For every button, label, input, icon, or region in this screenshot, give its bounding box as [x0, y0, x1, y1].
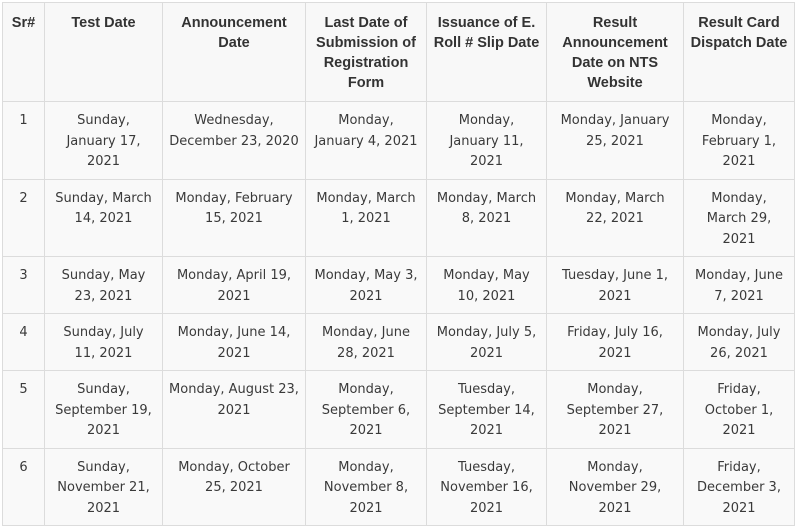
cell-announcement-date: Monday, April 19, 2021	[163, 257, 306, 314]
cell-result-announcement-date: Monday, January 25, 2021	[547, 102, 684, 180]
cell-announcement-date: Monday, October 25, 2021	[163, 448, 306, 526]
cell-roll-slip-date: Tuesday, November 16, 2021	[427, 448, 547, 526]
table-row	[3, 257, 795, 314]
header-sr: Sr#	[3, 3, 45, 102]
cell-registration-deadline: Monday, January 4, 2021	[306, 102, 427, 180]
table-row	[3, 179, 795, 257]
header-result-announcement-date: Result Announcement Date on NTS Website	[547, 3, 684, 102]
cell-result-announcement-date: Tuesday, June 1, 2021	[547, 257, 684, 314]
cell-test-date: Sunday, March 14, 2021	[45, 179, 163, 257]
table-header-row	[3, 3, 795, 102]
cell-roll-slip-date: Monday, July 5, 2021	[427, 314, 547, 371]
cell-test-date: Sunday, May 23, 2021	[45, 257, 163, 314]
cell-result-announcement-date: Monday, November 29, 2021	[547, 448, 684, 526]
cell-result-card-dispatch-date: Monday, June 7, 2021	[684, 257, 795, 314]
table-row	[3, 371, 795, 449]
header-test-date: Test Date	[45, 3, 163, 102]
cell-registration-deadline: Monday, September 6, 2021	[306, 371, 427, 449]
cell-sr: 6	[3, 448, 45, 526]
header-roll-slip-date: Issuance of E. Roll # Slip Date	[427, 3, 547, 102]
table-row	[3, 314, 795, 371]
cell-sr: 3	[3, 257, 45, 314]
cell-announcement-date: Wednesday, December 23, 2020	[163, 102, 306, 180]
cell-roll-slip-date: Monday, January 11, 2021	[427, 102, 547, 180]
cell-registration-deadline: Monday, November 8, 2021	[306, 448, 427, 526]
cell-registration-deadline: Monday, March 1, 2021	[306, 179, 427, 257]
cell-registration-deadline: Monday, June 28, 2021	[306, 314, 427, 371]
cell-roll-slip-date: Monday, May 10, 2021	[427, 257, 547, 314]
cell-test-date: Sunday, September 19, 2021	[45, 371, 163, 449]
header-result-card-dispatch-date: Result Card Dispatch Date	[684, 3, 795, 102]
cell-announcement-date: Monday, June 14, 2021	[163, 314, 306, 371]
cell-announcement-date: Monday, February 15, 2021	[163, 179, 306, 257]
cell-announcement-date: Monday, August 23, 2021	[163, 371, 306, 449]
cell-test-date: Sunday, July 11, 2021	[45, 314, 163, 371]
cell-sr: 2	[3, 179, 45, 257]
table-row	[3, 448, 795, 526]
cell-result-card-dispatch-date: Monday, July 26, 2021	[684, 314, 795, 371]
cell-sr: 5	[3, 371, 45, 449]
cell-test-date: Sunday, November 21, 2021	[45, 448, 163, 526]
cell-result-card-dispatch-date: Monday, March 29, 2021	[684, 179, 795, 257]
cell-result-card-dispatch-date: Monday, February 1, 2021	[684, 102, 795, 180]
header-announcement-date: Announcement Date	[163, 3, 306, 102]
cell-result-card-dispatch-date: Friday, December 3, 2021	[684, 448, 795, 526]
cell-roll-slip-date: Monday, March 8, 2021	[427, 179, 547, 257]
cell-result-announcement-date: Monday, March 22, 2021	[547, 179, 684, 257]
cell-test-date: Sunday, January 17, 2021	[45, 102, 163, 180]
cell-registration-deadline: Monday, May 3, 2021	[306, 257, 427, 314]
cell-sr: 1	[3, 102, 45, 180]
header-registration-deadline: Last Date of Submission of Registration Form	[306, 3, 427, 102]
test-schedule-table	[2, 2, 795, 526]
cell-result-card-dispatch-date: Friday, October 1, 2021	[684, 371, 795, 449]
cell-sr: 4	[3, 314, 45, 371]
cell-roll-slip-date: Tuesday, September 14, 2021	[427, 371, 547, 449]
table-row	[3, 102, 795, 180]
cell-result-announcement-date: Friday, July 16, 2021	[547, 314, 684, 371]
cell-result-announcement-date: Monday, September 27, 2021	[547, 371, 684, 449]
